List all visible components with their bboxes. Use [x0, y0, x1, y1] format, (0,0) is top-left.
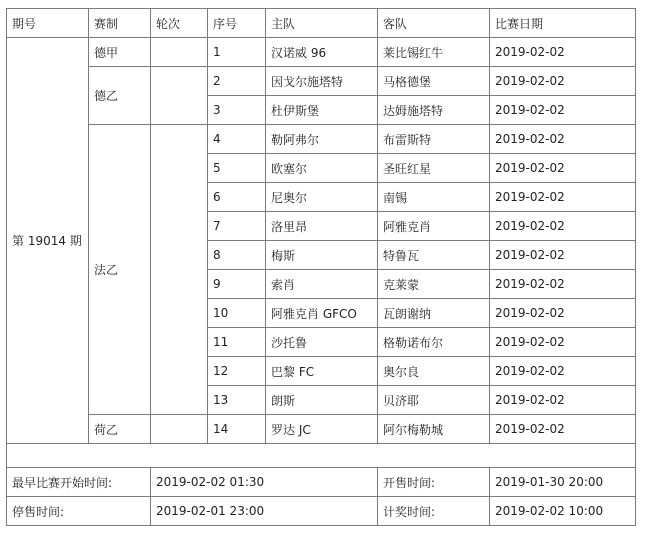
number-cell: 8: [208, 241, 266, 270]
away-team-cell: 特鲁瓦: [378, 241, 490, 270]
header-league: 赛制: [89, 9, 151, 38]
league-cell: 德甲: [89, 38, 151, 67]
match-date-cell: 2019-02-02: [490, 125, 636, 154]
home-team-cell: 索肖: [266, 270, 378, 299]
number-cell: 13: [208, 386, 266, 415]
match-date-cell: 2019-02-02: [490, 415, 636, 444]
sale-open-label: 开售时间:: [378, 468, 490, 497]
prize-time-label: 计奖时间:: [378, 497, 490, 526]
round-cell: [151, 38, 208, 67]
home-team-cell: 杜伊斯堡: [266, 96, 378, 125]
number-cell: 4: [208, 125, 266, 154]
number-cell: 2: [208, 67, 266, 96]
earliest-start-label: 最早比赛开始时间:: [7, 468, 151, 497]
round-cell: [151, 415, 208, 444]
lottery-schedule: [6, 8, 636, 526]
round-cell: [151, 67, 208, 125]
match-date-cell: 2019-02-02: [490, 241, 636, 270]
sale-close-value: 2019-02-01 23:00: [151, 497, 378, 526]
home-team-cell: 阿雅克肖 GFCO: [266, 299, 378, 328]
match-date-cell: 2019-02-02: [490, 183, 636, 212]
match-date-cell: 2019-02-02: [490, 96, 636, 125]
table-header-row: [7, 9, 636, 38]
match-table: [6, 8, 636, 526]
issue-cell: 第 19014 期: [7, 38, 89, 444]
number-cell: 11: [208, 328, 266, 357]
number-cell: 7: [208, 212, 266, 241]
away-team-cell: 格勒诺布尔: [378, 328, 490, 357]
header-home: 主队: [266, 9, 378, 38]
number-cell: 10: [208, 299, 266, 328]
header-away: 客队: [378, 9, 490, 38]
away-team-cell: 阿雅克肖: [378, 212, 490, 241]
number-cell: 9: [208, 270, 266, 299]
footer-row: [7, 497, 636, 526]
match-date-cell: 2019-02-02: [490, 386, 636, 415]
league-cell: 法乙: [89, 125, 151, 415]
match-date-cell: 2019-02-02: [490, 38, 636, 67]
match-date-cell: 2019-02-02: [490, 67, 636, 96]
away-team-cell: 马格德堡: [378, 67, 490, 96]
home-team-cell: 洛里昂: [266, 212, 378, 241]
number-cell: 1: [208, 38, 266, 67]
table-row: [7, 125, 636, 154]
prize-time-value: 2019-02-02 10:00: [490, 497, 636, 526]
away-team-cell: 南锡: [378, 183, 490, 212]
blank-cell: [7, 444, 636, 468]
away-team-cell: 圣旺红星: [378, 154, 490, 183]
home-team-cell: 朗斯: [266, 386, 378, 415]
number-cell: 12: [208, 357, 266, 386]
home-team-cell: 欧塞尔: [266, 154, 378, 183]
header-round: 轮次: [151, 9, 208, 38]
match-date-cell: 2019-02-02: [490, 357, 636, 386]
number-cell: 14: [208, 415, 266, 444]
number-cell: 6: [208, 183, 266, 212]
match-date-cell: 2019-02-02: [490, 212, 636, 241]
table-row: [7, 415, 636, 444]
home-team-cell: 罗达 JC: [266, 415, 378, 444]
away-team-cell: 克莱蒙: [378, 270, 490, 299]
home-team-cell: 尼奥尔: [266, 183, 378, 212]
home-team-cell: 勒阿弗尔: [266, 125, 378, 154]
away-team-cell: 瓦朗谢纳: [378, 299, 490, 328]
away-team-cell: 阿尔梅勒城: [378, 415, 490, 444]
earliest-start-value: 2019-02-02 01:30: [151, 468, 378, 497]
header-issue: 期号: [7, 9, 89, 38]
blank-row: [7, 444, 636, 468]
match-date-cell: 2019-02-02: [490, 270, 636, 299]
home-team-cell: 因戈尔施塔特: [266, 67, 378, 96]
home-team-cell: 沙托鲁: [266, 328, 378, 357]
away-team-cell: 莱比锡红牛: [378, 38, 490, 67]
away-team-cell: 贝济耶: [378, 386, 490, 415]
table-row: [7, 38, 636, 67]
sale-open-value: 2019-01-30 20:00: [490, 468, 636, 497]
number-cell: 5: [208, 154, 266, 183]
footer-row: [7, 468, 636, 497]
match-date-cell: 2019-02-02: [490, 299, 636, 328]
away-team-cell: 达姆施塔特: [378, 96, 490, 125]
table-row: [7, 67, 636, 96]
header-date: 比赛日期: [490, 9, 636, 38]
away-team-cell: 奥尔良: [378, 357, 490, 386]
header-number: 序号: [208, 9, 266, 38]
match-date-cell: 2019-02-02: [490, 328, 636, 357]
home-team-cell: 汉诺威 96: [266, 38, 378, 67]
home-team-cell: 巴黎 FC: [266, 357, 378, 386]
league-cell: 德乙: [89, 67, 151, 125]
number-cell: 3: [208, 96, 266, 125]
match-date-cell: 2019-02-02: [490, 154, 636, 183]
away-team-cell: 布雷斯特: [378, 125, 490, 154]
league-cell: 荷乙: [89, 415, 151, 444]
sale-close-label: 停售时间:: [7, 497, 151, 526]
home-team-cell: 梅斯: [266, 241, 378, 270]
round-cell: [151, 125, 208, 415]
